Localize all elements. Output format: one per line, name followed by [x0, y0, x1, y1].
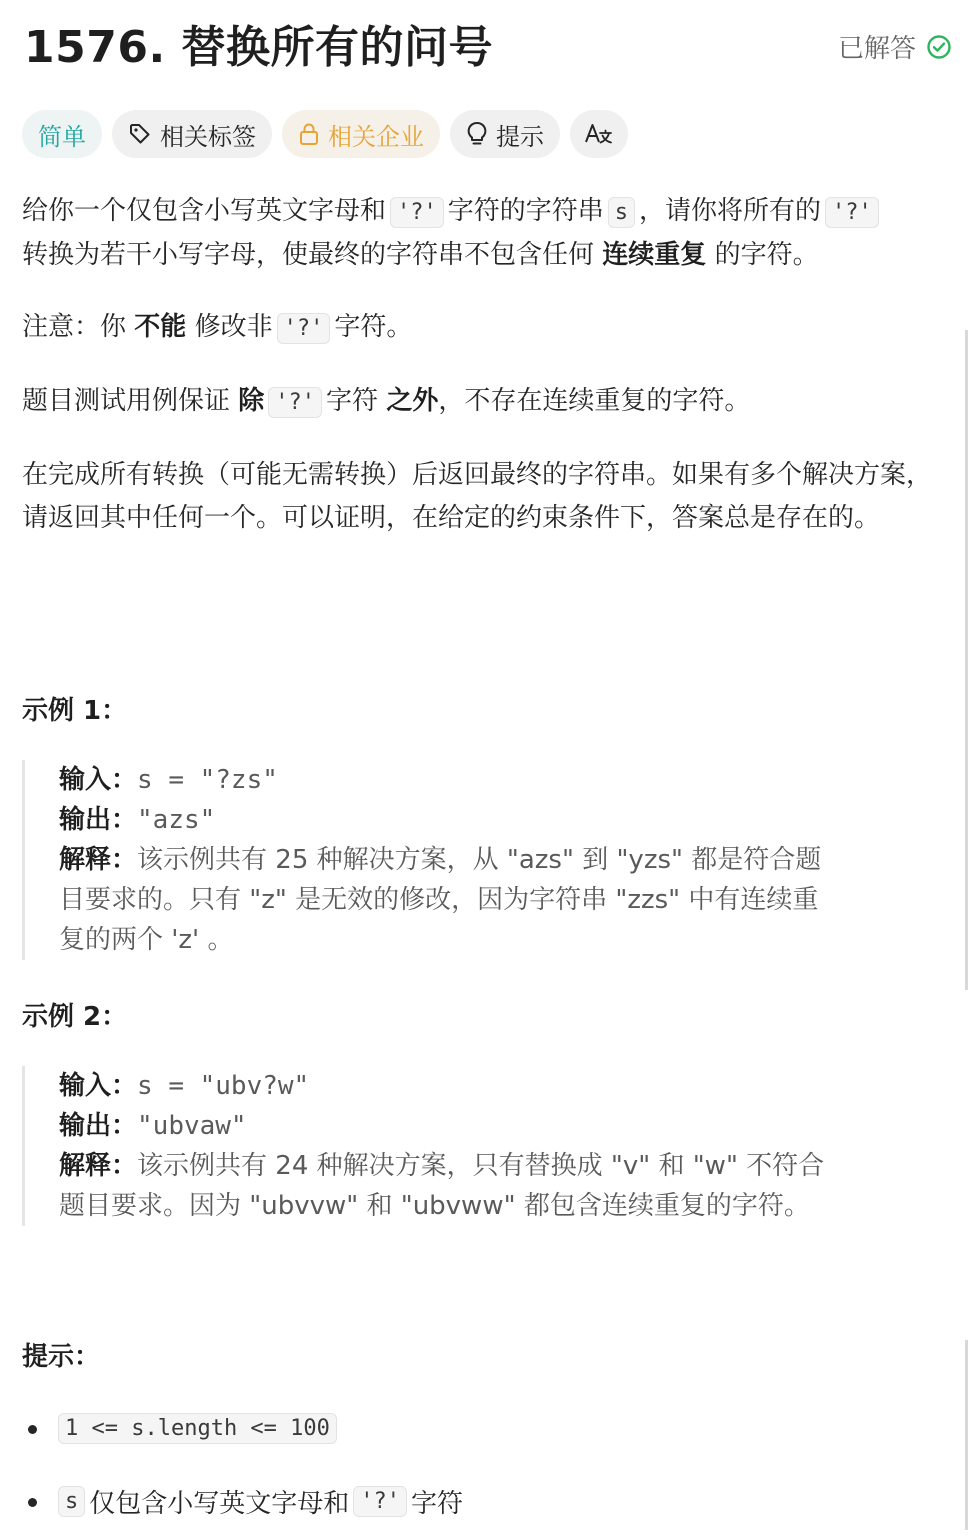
inline-code: 1 <= s.length <= 100 — [58, 1413, 337, 1444]
text: ，不存在连续重复的字符。 — [438, 386, 751, 416]
description-paragraph-3 — [22, 380, 952, 424]
bold-text: 之外 — [386, 386, 439, 416]
example-input-line — [59, 760, 952, 800]
explain-text: 复的两个 'z' 。 — [59, 925, 234, 955]
example-explain-line — [59, 1186, 952, 1226]
related-tags-label: 相关标签 — [160, 122, 256, 151]
difficulty-chip[interactable] — [22, 110, 102, 158]
example-explain-line — [59, 880, 952, 920]
example-input-line — [59, 1066, 952, 1106]
inline-code: s — [58, 1486, 85, 1517]
problem-title: 1576. 替换所有的问号 — [24, 22, 493, 73]
output-value: "ubvaw" — [137, 1111, 247, 1141]
lightbulb-icon — [466, 121, 488, 147]
text: 字符 — [326, 386, 379, 416]
description-paragraph-4: 在完成所有转换（可能无需转换）后返回最终的字符串。如果有多个解决方案，请返回其中任何一个。可以证明，在给定的约束条件下，答案总是存在的。 — [22, 460, 933, 533]
explain-text: 题目要求。因为 "ubvvw" 和 "ubvww" 都包含连续重复的字符。 — [59, 1191, 810, 1221]
related-companies-chip[interactable] — [282, 110, 440, 158]
example-2-heading: 示例 2： — [22, 1002, 128, 1032]
tag-icon — [128, 122, 152, 146]
text: ，请你将所有的 — [639, 196, 822, 226]
inline-code: s — [608, 197, 635, 228]
explain-text: 目要求的。只有 "z" 是无效的修改，因为字符串 "zzs" 中有连续重 — [59, 885, 819, 915]
example-output-line — [59, 800, 952, 840]
constraint-item — [22, 1479, 952, 1523]
example-2-block — [22, 1066, 952, 1226]
inline-code: '?' — [353, 1486, 407, 1517]
text: 修改非 — [194, 312, 273, 342]
bold-text: 不能 — [134, 312, 187, 342]
solved-label: 已解答 — [837, 34, 916, 64]
inline-code: '?' — [277, 313, 331, 344]
constraints-list — [22, 1406, 952, 1523]
example-explain-line — [59, 840, 952, 880]
text: 转换为若干小写字母，使最终的字符串不包含任何 — [22, 240, 595, 270]
constraints-heading: 提示： — [22, 1342, 101, 1372]
hint-label: 提示 — [496, 122, 544, 151]
description-paragraph-1 — [22, 190, 952, 277]
output-label: 输出： — [59, 1111, 138, 1141]
explain-label: 解释： — [59, 1151, 138, 1181]
translate-chip[interactable] — [570, 110, 628, 158]
related-tags-chip[interactable] — [112, 110, 272, 158]
hint-chip[interactable] — [450, 110, 560, 158]
bold-text: 除 — [238, 386, 265, 416]
example-1-heading: 示例 1： — [22, 696, 128, 726]
lock-icon — [298, 122, 320, 146]
input-value: s = "ubv?w" — [137, 1071, 310, 1101]
inline-code: '?' — [268, 387, 322, 418]
difficulty-label: 简单 — [38, 122, 86, 151]
example-1-block — [22, 760, 952, 960]
text: 字符 — [411, 1488, 464, 1519]
text: 题目测试用例保证 — [22, 386, 231, 416]
example-explain-line — [59, 920, 952, 960]
text: 给你一个仅包含小写英文字母和 — [22, 196, 387, 226]
related-companies-label: 相关企业 — [328, 122, 424, 151]
input-label: 输入： — [59, 765, 138, 795]
text: 仅包含小写英文字母和 — [89, 1488, 350, 1519]
text: 字符的字符串 — [447, 196, 604, 226]
input-label: 输入： — [59, 1071, 138, 1101]
description-paragraph-2 — [22, 306, 952, 350]
text: 注意：你 — [22, 312, 127, 342]
solved-status — [838, 28, 952, 65]
explain-text: 该示例共有 24 种解决方案，只有替换成 "v" 和 "w" 不符合 — [137, 1151, 825, 1181]
explain-text: 该示例共有 25 种解决方案，从 "azs" 到 "yzs" 都是符合题 — [137, 845, 822, 875]
constraint-item — [22, 1406, 952, 1450]
example-explain-line — [59, 1146, 952, 1186]
bold-text: 连续重复 — [602, 240, 707, 270]
tag-chip-row — [22, 110, 628, 158]
input-value: s = "?zs" — [137, 765, 278, 795]
inline-code: '?' — [825, 197, 879, 228]
text: 字符。 — [334, 312, 413, 342]
inline-code: '?' — [390, 197, 444, 228]
output-label: 输出： — [59, 805, 138, 835]
output-value: "azs" — [137, 805, 216, 835]
text: 的字符。 — [714, 240, 819, 270]
check-circle-icon — [926, 34, 952, 60]
translate-icon — [584, 121, 614, 147]
explain-label: 解释： — [59, 845, 138, 875]
example-output-line — [59, 1106, 952, 1146]
